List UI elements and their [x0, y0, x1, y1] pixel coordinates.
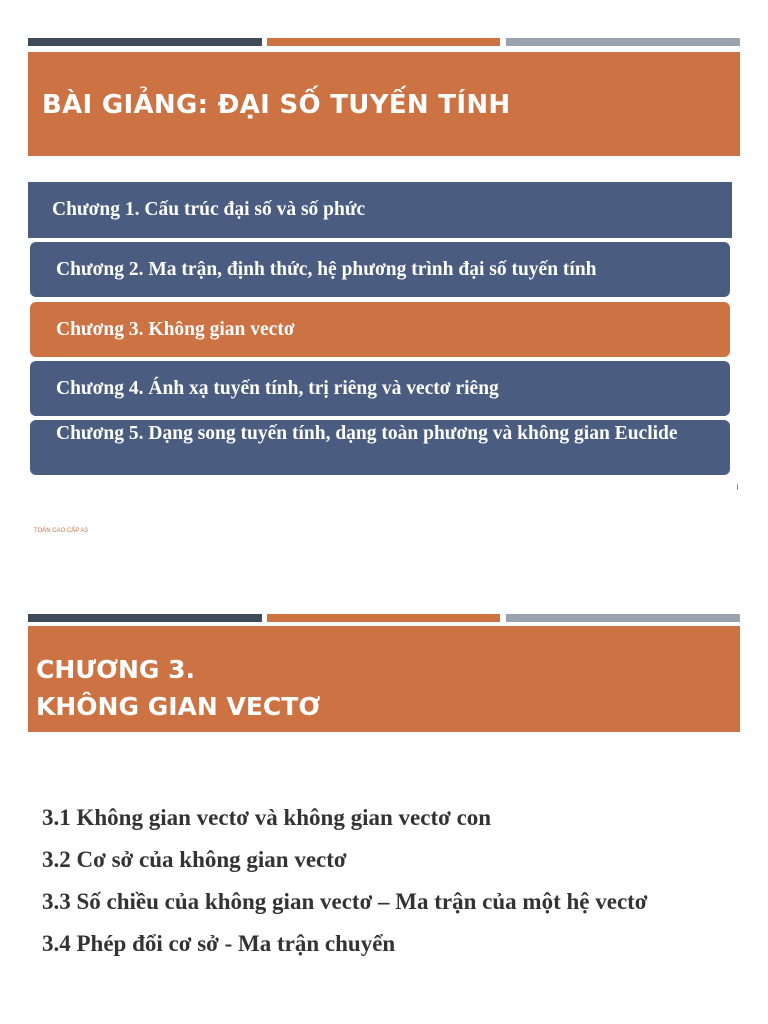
slide-number-mark	[737, 484, 738, 490]
slide-1-title: BÀI GIẢNG: ĐẠI SỐ TUYẾN TÍNH	[42, 90, 511, 120]
section-3-2[interactable]: 3.2 Cơ sở của không gian vectơ	[42, 847, 347, 872]
section-3-3[interactable]: 3.3 Số chiều của không gian vectơ – Ma trận của một hệ vectơ	[42, 889, 648, 914]
chapter-5-label: Chương 5. Dạng song tuyến tính, dạng toàn phương và không gian Euclide	[56, 423, 678, 444]
chapter-5-item[interactable]	[30, 420, 730, 475]
slide-2-title-line-1: CHƯƠNG 3.	[36, 655, 196, 684]
chapter-2-label: Chương 2. Ma trận, định thức, hệ phương trình đại số tuyến tính	[56, 258, 597, 280]
chapter-2-item[interactable]	[30, 242, 730, 297]
chapter-4-item[interactable]	[30, 361, 730, 416]
chapter-3-label: Chương 3. Không gian vectơ	[56, 318, 295, 340]
top-stripe-orange	[267, 38, 500, 46]
top-stripe-dark-2	[28, 614, 262, 622]
slide-1-title-bar	[28, 52, 740, 156]
top-stripe-gray	[506, 38, 740, 46]
top-stripe-gray-2	[506, 614, 740, 622]
slide-2-title-bar	[28, 626, 740, 732]
section-3-1[interactable]: 3.1 Không gian vectơ và không gian vectơ con	[42, 805, 492, 830]
chapter-4-label: Chương 4. Ánh xạ tuyến tính, trị riêng và vectơ riêng	[56, 377, 499, 399]
top-stripe-orange-2	[267, 614, 500, 622]
slide-2-title-line-2: KHÔNG GIAN VECTƠ	[36, 692, 321, 721]
chapter-1-item[interactable]	[28, 182, 732, 238]
top-stripe-dark	[28, 38, 262, 46]
chapter-1-label: Chương 1. Cấu trúc đại số và số phức	[52, 199, 366, 220]
chapter-3-item[interactable]	[30, 302, 730, 357]
section-3-4[interactable]: 3.4 Phép đổi cơ sở - Ma trận chuyển	[42, 931, 396, 956]
slide-1-footer: TOÁN CAO CẤP A3	[34, 528, 88, 534]
